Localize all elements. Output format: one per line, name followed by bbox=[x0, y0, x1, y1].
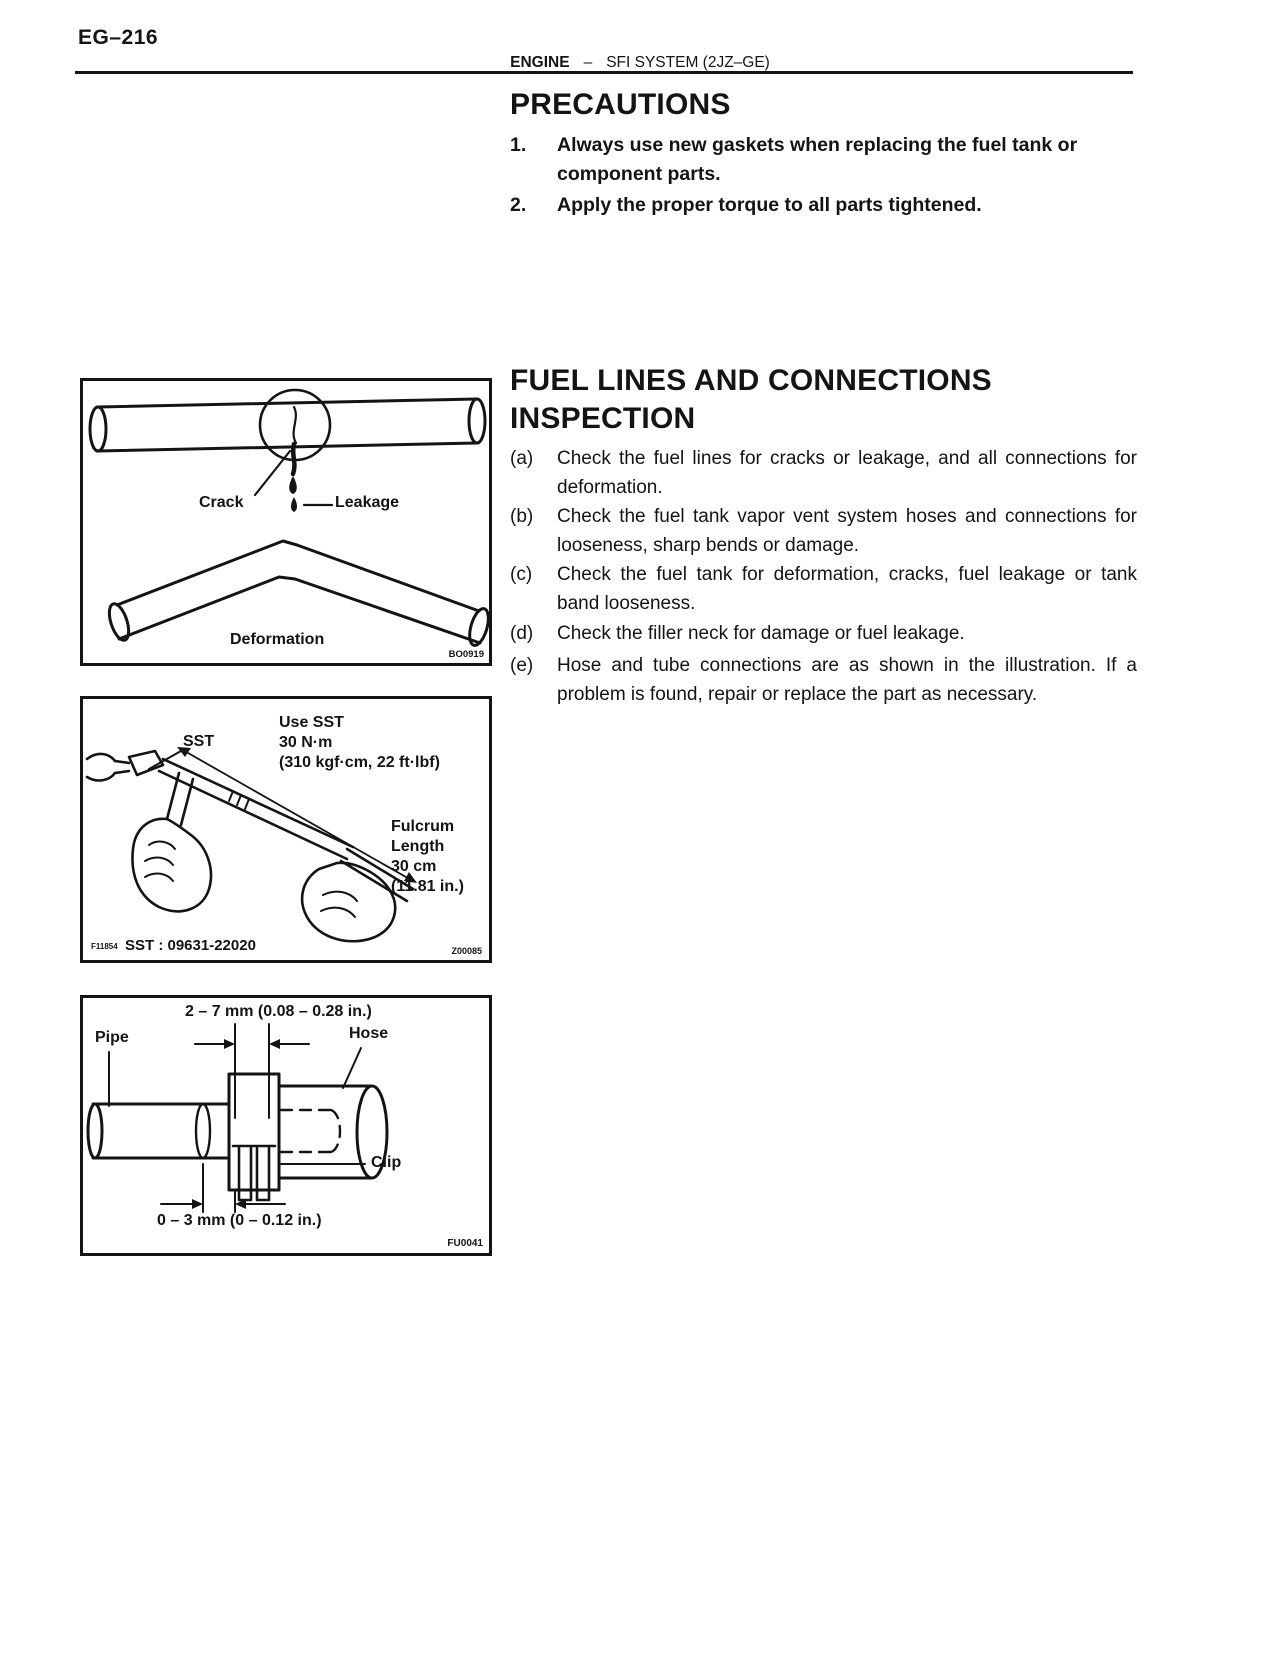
header-subsection: SFI SYSTEM (2JZ–GE) bbox=[606, 54, 770, 71]
figure-fuel-line-damage bbox=[80, 378, 492, 666]
header-title bbox=[0, 54, 1280, 72]
inspection-item bbox=[510, 503, 1137, 560]
fulcrum-line: Length bbox=[391, 838, 445, 855]
header-rule bbox=[75, 71, 1133, 74]
precautions-list bbox=[510, 131, 1138, 222]
top-dimension-label: 2 – 7 mm (0.08 – 0.28 in.) bbox=[185, 1003, 372, 1020]
arrowhead bbox=[192, 1199, 203, 1209]
leakage-label: Leakage bbox=[335, 494, 400, 511]
inspection-item-label: (b) bbox=[510, 506, 534, 528]
figure-hose-connection bbox=[80, 995, 492, 1256]
precaution-text: Apply the proper torque to all parts tightened. bbox=[557, 194, 982, 216]
sst-label: SST bbox=[183, 733, 215, 750]
precautions-title: PRECAUTIONS bbox=[510, 88, 731, 121]
inspection-item-label: (c) bbox=[510, 564, 533, 586]
inspection-item bbox=[510, 652, 1137, 709]
figure-code: BO0919 bbox=[448, 649, 484, 660]
precaution-text: Always use new gaskets when replacing the fuel tank or component parts. bbox=[557, 134, 1078, 185]
fulcrum-line: Fulcrum bbox=[391, 818, 455, 835]
bottom-dimension-label: 0 – 3 mm (0 – 0.12 in.) bbox=[157, 1212, 322, 1229]
use-sst-line: Use SST bbox=[279, 714, 344, 731]
inspection-item-text: Check the filler neck for damage or fuel leakage. bbox=[557, 622, 965, 644]
precaution-number: 1. bbox=[510, 134, 527, 156]
torque-alt-units: (310 kgf·cm, 22 ft·lbf) bbox=[279, 754, 440, 771]
deformation-label: Deformation bbox=[230, 631, 325, 648]
fulcrum-line: (11.81 in.) bbox=[391, 878, 464, 895]
torque-value: 30 N·m bbox=[279, 734, 333, 751]
fulcrum-line: 30 cm bbox=[391, 858, 437, 875]
use-sst-note bbox=[279, 713, 440, 773]
crack-label: Crack bbox=[199, 494, 244, 511]
inspection-item-text: Hose and tube connections are as shown in the illustration. If a problem is found, repair or replace the part as necessary. bbox=[557, 655, 1137, 705]
fulcrum-note bbox=[391, 817, 464, 897]
sst-part-number: SST : 09631-22020 bbox=[125, 937, 256, 954]
header-section: ENGINE bbox=[510, 54, 570, 71]
inspection-item bbox=[510, 561, 1137, 618]
inspection-item bbox=[510, 620, 1137, 649]
clip-label: Clip bbox=[371, 1154, 402, 1171]
inspection-item-text: Check the fuel tank vapor vent system hoses and connections for looseness, sharp bends or damage. bbox=[557, 506, 1137, 556]
figure-code-left: F11854 bbox=[91, 942, 118, 951]
precaution-item bbox=[510, 131, 1138, 189]
fuel-line-damage-line-art bbox=[83, 381, 489, 663]
inspection-item-label: (d) bbox=[510, 622, 534, 644]
leak-drip-shape bbox=[289, 476, 297, 494]
arrowhead bbox=[224, 1039, 235, 1049]
inspection-item-text: Check the fuel tank for deformation, cracks, fuel leakage or tank band looseness. bbox=[557, 564, 1137, 614]
precaution-item bbox=[510, 191, 1138, 220]
inspection-item-text: Check the fuel lines for cracks or leakage, and all connections for deformation. bbox=[557, 448, 1137, 498]
precaution-number: 2. bbox=[510, 194, 527, 216]
figure-code-right: Z00085 bbox=[451, 946, 482, 956]
leak-droplet-shape bbox=[291, 497, 297, 512]
inspection-item-label: (e) bbox=[510, 655, 534, 677]
hose-label: Hose bbox=[349, 1025, 389, 1042]
inspection-item-label: (a) bbox=[510, 448, 534, 469]
figure-sst-torque bbox=[80, 696, 492, 963]
inspection-list bbox=[510, 445, 1137, 710]
inspection-title: FUEL LINES AND CONNECTIONS INSPECTION bbox=[510, 364, 992, 435]
page-number: EG–216 bbox=[78, 26, 159, 49]
inspection-item bbox=[510, 445, 1137, 502]
arrowhead bbox=[269, 1039, 280, 1049]
header-separator: – bbox=[583, 54, 593, 71]
pipe-label: Pipe bbox=[95, 1029, 129, 1046]
figure-code: FU0041 bbox=[447, 1238, 483, 1249]
